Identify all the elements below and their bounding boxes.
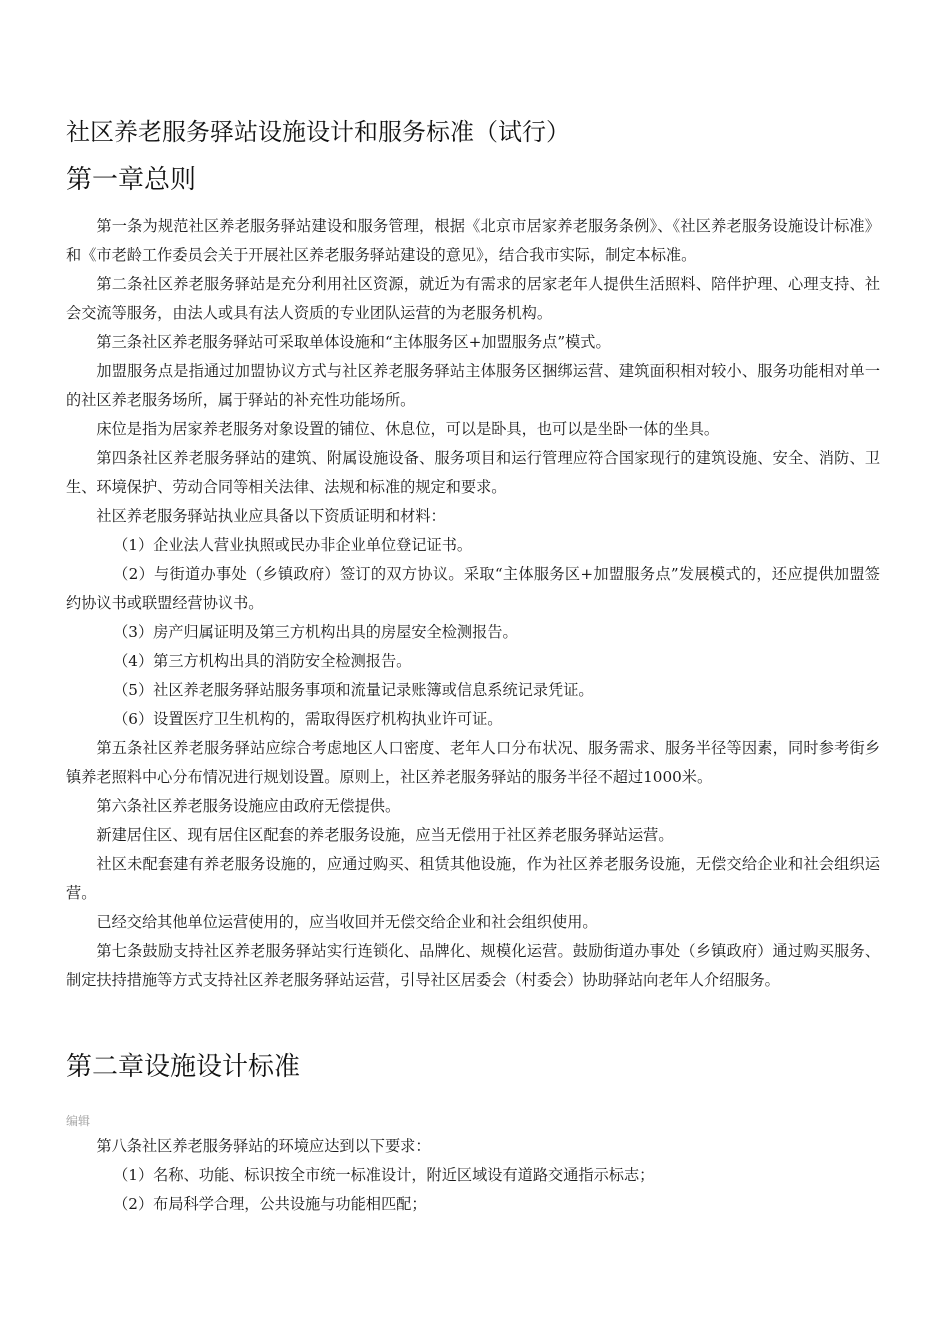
paragraph: 已经交给其他单位运营使用的，应当收回并无偿交给企业和社会组织使用。 <box>96 913 598 931</box>
paragraph: 加盟服务点是指通过加盟协议方式与社区养老服务驿站主体服务区捆绑运营、建筑面积相对较小、服务功能相对单一的社区养老服务场所，属于驿站的补充性功能场所。 <box>66 362 880 409</box>
paragraph: 新建居住区、现有居住区配套的养老服务设施，应当无偿用于社区养老服务驿站运营。 <box>96 826 674 844</box>
paragraph: 社区未配套建有养老服务设施的，应通过购买、租赁其他设施，作为社区养老服务设施，无偿交给企业和社会组织运营。 <box>66 855 880 902</box>
paragraph: 第四条社区养老服务驿站的建筑、附属设施设备、服务项目和运行管理应符合国家现行的建筑设施、安全、消防、卫生、环境保护、劳动合同等相关法律、法规和标准的规定和要求。 <box>66 449 880 496</box>
paragraph: 第一条为规范社区养老服务驿站建设和服务管理，根据《北京市居家养老服务条例》、《社区养老服务设施设计标准》和《市老龄工作委员会关于开展社区养老服务驿站建设的意见》，结合我市实际，制定本标准。 <box>66 217 880 264</box>
list-item: （2）与街道办事处（乡镇政府）签订的双方协议。采取“主体服务区+加盟服务点”发展模式的，还应提供加盟签约协议书或联盟经营协议书。 <box>66 565 880 612</box>
list-item: （1）企业法人营业执照或民办非企业单位登记证书。 <box>113 536 473 554</box>
chapter-2-heading: 第二章设施设计标准 <box>66 1052 301 1082</box>
edit-link[interactable]: 编辑 <box>66 1114 91 1128</box>
list-item: （6）设置医疗卫生机构的，需取得医疗机构执业许可证。 <box>113 710 503 728</box>
paragraph: 床位是指为居家养老服务对象设置的铺位、休息位，可以是卧具，也可以是坐卧一体的坐具。 <box>96 420 720 438</box>
chapter-1-body <box>66 212 880 995</box>
chapter-2-body <box>66 1132 880 1219</box>
chapter-1-heading: 第一章总则 <box>66 165 197 195</box>
paragraph: 第二条社区养老服务驿站是充分利用社区资源，就近为有需求的居家老年人提供生活照料、陪伴护理、心理支持、社会交流等服务，由法人或具有法人资质的专业团队运营的为老服务机构。 <box>66 275 880 322</box>
paragraph: 社区养老服务驿站执业应具备以下资质证明和材料： <box>96 507 446 525</box>
list-item: （1）名称、功能、标识按全市统一标准设计，附近区域设有道路交通指示标志； <box>113 1166 655 1184</box>
paragraph: 第三条社区养老服务驿站可采取单体设施和“主体服务区+加盟服务点”模式。 <box>96 333 611 351</box>
paragraph: 第六条社区养老服务设施应由政府无偿提供。 <box>96 797 401 815</box>
list-item: （5）社区养老服务驿站服务事项和流量记录账簿或信息系统记录凭证。 <box>113 681 594 699</box>
list-item: （4）第三方机构出具的消防安全检测报告。 <box>113 652 412 670</box>
list-item: （3）房产归属证明及第三方机构出具的房屋安全检测报告。 <box>113 623 518 641</box>
paragraph: 第五条社区养老服务驿站应综合考虑地区人口密度、老年人口分布状况、服务需求、服务半径等因素，同时参考街乡镇养老照料中心分布情况进行规划设置。原则上，社区养老服务驿站的服务半径不超过1000米。 <box>66 739 880 786</box>
paragraph: 第八条社区养老服务驿站的环境应达到以下要求： <box>96 1137 431 1155</box>
paragraph: 第七条鼓励支持社区养老服务驿站实行连锁化、品牌化、规模化运营。鼓励街道办事处（乡镇政府）通过购买服务、制定扶持措施等方式支持社区养老服务驿站运营，引导社区居委会（村委会）协助驿站向老年人介绍服务。 <box>66 942 880 989</box>
list-item: （2）布局科学合理，公共设施与功能相匹配； <box>113 1195 427 1213</box>
document-title: 社区养老服务驿站设施设计和服务标准（试行） <box>66 118 570 146</box>
